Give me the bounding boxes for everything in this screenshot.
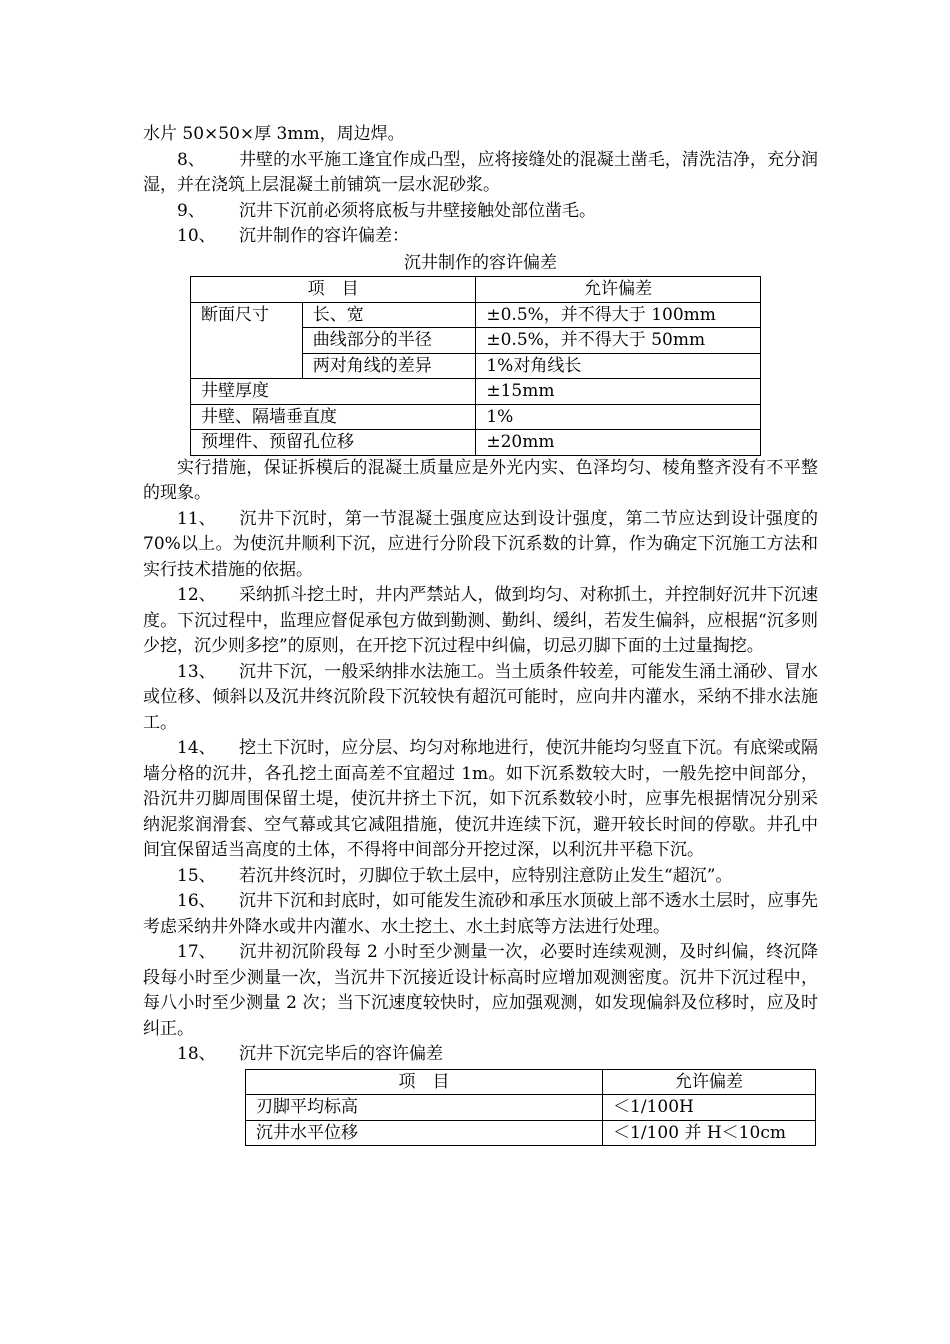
paragraph-14 [143, 736, 818, 864]
paragraph-text: 沉井下沉，一般采纳排水法施工。当土质条件较差，可能发生涌土涌砂、冒水或位移、倾斜以及沉井终沉阶段下沉较快有超沉可能时，应向井内灌水，采纳不排水法施工。 [143, 661, 818, 733]
cell-item: 沉井水平位移 [246, 1120, 603, 1146]
paragraph-measures: 实行措施，保证拆模后的混凝土质量应是外光内实、色泽均匀、棱角整齐没有不平整的现象。 [143, 457, 818, 503]
sinking-tolerance-table [245, 1069, 816, 1147]
item-number: 16、 [177, 891, 216, 911]
item-number: 9、 [177, 200, 205, 221]
paragraph-text: 沉井初沉阶段每 2 小时至少测量一次，必要时连续观测，及时纠偏，终沉降段每小时至少测量一次，当沉井下沉接近设计标高时应增加观测密度。沉井下沉过程中，每八小时至少测量 2 次；当下沉速度较快时，应加强观测，如发现偏斜及位移时，应及时纠正。 [143, 942, 818, 1039]
item-number: 15、 [177, 865, 216, 886]
paragraph-15 [143, 864, 818, 890]
paragraph-text: 采纳抓斗挖土时，井内严禁站人，做到均匀、对称抓土，并控制好沉井下沉速度。下沉过程中，监理应督促承包方做到勤测、勤纠、缓纠，若发生偏斜，应根据“沉多则少挖，沉少则多挖”的原则，在开挖下沉过程中纠偏，切忌刃脚下面的土过量掏挖。 [143, 585, 818, 656]
cell-tolerance: 1% [476, 404, 761, 430]
cell-item: 预埋件、预留孔位移 [191, 430, 476, 456]
paragraph-18 [143, 1042, 818, 1068]
cell-item: 井壁、隔墙垂直度 [191, 404, 476, 430]
item-number: 14、 [177, 738, 216, 758]
item-number: 11、 [177, 508, 216, 529]
paragraph-17 [143, 940, 818, 1042]
paragraph-text: 挖土下沉时，应分层、均匀对称地进行，使沉井能均匀竖直下沉。有底梁或隔墙分格的沉井，各孔挖土面高差不宜超过 1m。如下沉系数较大时，一般先挖中间部分，沿沉井刃脚周围保留土堤，使沉井挤土下沉，如下沉系数较小时，应事先根据情况分别采纳泥浆润滑套、空气幕或其它减阻措施，使沉井连续下沉，避开较长时间的停歇。井孔中间宜保留适当高度的土体，不得将中间部分开挖过深，以利沉井平稳下沉。 [143, 738, 818, 860]
table-row [246, 1120, 816, 1146]
header-tolerance: 允许偏差 [603, 1069, 816, 1095]
table-row [191, 404, 761, 430]
paragraph-text: 若沉井终沉时，刃脚位于软土层中，应特别注意防止发生“超沉”。 [239, 865, 733, 886]
paragraph-9 [143, 199, 818, 225]
cell-item: 曲线部分的半径 [302, 328, 476, 354]
cell-tolerance: ＜1/100 并 H＜10cm [603, 1120, 816, 1146]
table-row [191, 430, 761, 456]
paragraph-text: 沉井下沉完毕后的容许偏差 [239, 1044, 443, 1064]
paragraph-text: 沉井下沉时，第一节混凝土强度应达到设计强度，第二节应达到设计强度的 70%以上。为使沉井顺利下沉，应进行分阶段下沉系数的计算，作为确定下沉施工方法和实行技术措施的依据。 [143, 508, 818, 580]
paragraph-text: 沉井下沉前必须将底板与井壁接触处部位凿毛。 [239, 200, 596, 221]
table-row [191, 379, 761, 405]
group-label: 断面尺寸 [191, 302, 303, 379]
table-row [246, 1095, 816, 1121]
table-header-row [246, 1069, 816, 1095]
cell-tolerance: ±0.5%，并不得大于 100mm [476, 302, 761, 328]
paragraph-continuation: 水片 50×50×厚 3mm，周边焊。 [143, 124, 405, 144]
item-number: 12、 [177, 585, 216, 605]
cell-tolerance: ±15mm [476, 379, 761, 405]
paragraph-text: 沉井下沉和封底时，如可能发生流砂和承压水顶破上部不透水土层时，应事先考虑采纳井外降水或井内灌水、水土挖土、水土封底等方法进行处理。 [143, 891, 818, 937]
item-number: 8、 [177, 149, 205, 170]
paragraph-12 [143, 583, 818, 660]
cell-item: 井壁厚度 [191, 379, 476, 405]
paragraph-8 [143, 148, 818, 199]
paragraph-11 [143, 507, 818, 584]
paragraph-16 [143, 889, 818, 940]
table-row [191, 302, 761, 328]
paragraph-text: 井壁的水平施工逢宜作成凸型，应将接缝处的混凝土凿毛，清洗洁净，充分润湿，并在浇筑上层混凝土前铺筑一层水泥砂浆。 [143, 149, 818, 195]
item-number: 17、 [177, 942, 216, 962]
item-number: 13、 [177, 661, 216, 682]
header-tolerance: 允许偏差 [476, 277, 761, 303]
fabrication-tolerance-table [190, 276, 761, 456]
document-page [143, 122, 818, 1146]
cell-item: 长、宽 [302, 302, 476, 328]
cell-tolerance: ＜1/100H [603, 1095, 816, 1121]
cell-tolerance: 1%对角线长 [476, 353, 761, 379]
table-header-row [191, 277, 761, 303]
paragraph-10 [143, 224, 818, 250]
cell-item: 刃脚平均标高 [246, 1095, 603, 1121]
header-item: 项 目 [246, 1069, 603, 1095]
header-item: 项 目 [191, 277, 476, 303]
paragraph-text: 沉井制作的容许偏差： [239, 226, 409, 246]
cell-item: 两对角线的差异 [302, 353, 476, 379]
item-number: 18、 [177, 1044, 216, 1064]
item-number: 10、 [177, 226, 216, 246]
paragraph-13 [143, 660, 818, 737]
cell-tolerance: ±0.5%，并不得大于 50mm [476, 328, 761, 354]
table-caption: 沉井制作的容许偏差 [404, 252, 557, 273]
cell-tolerance: ±20mm [476, 430, 761, 456]
